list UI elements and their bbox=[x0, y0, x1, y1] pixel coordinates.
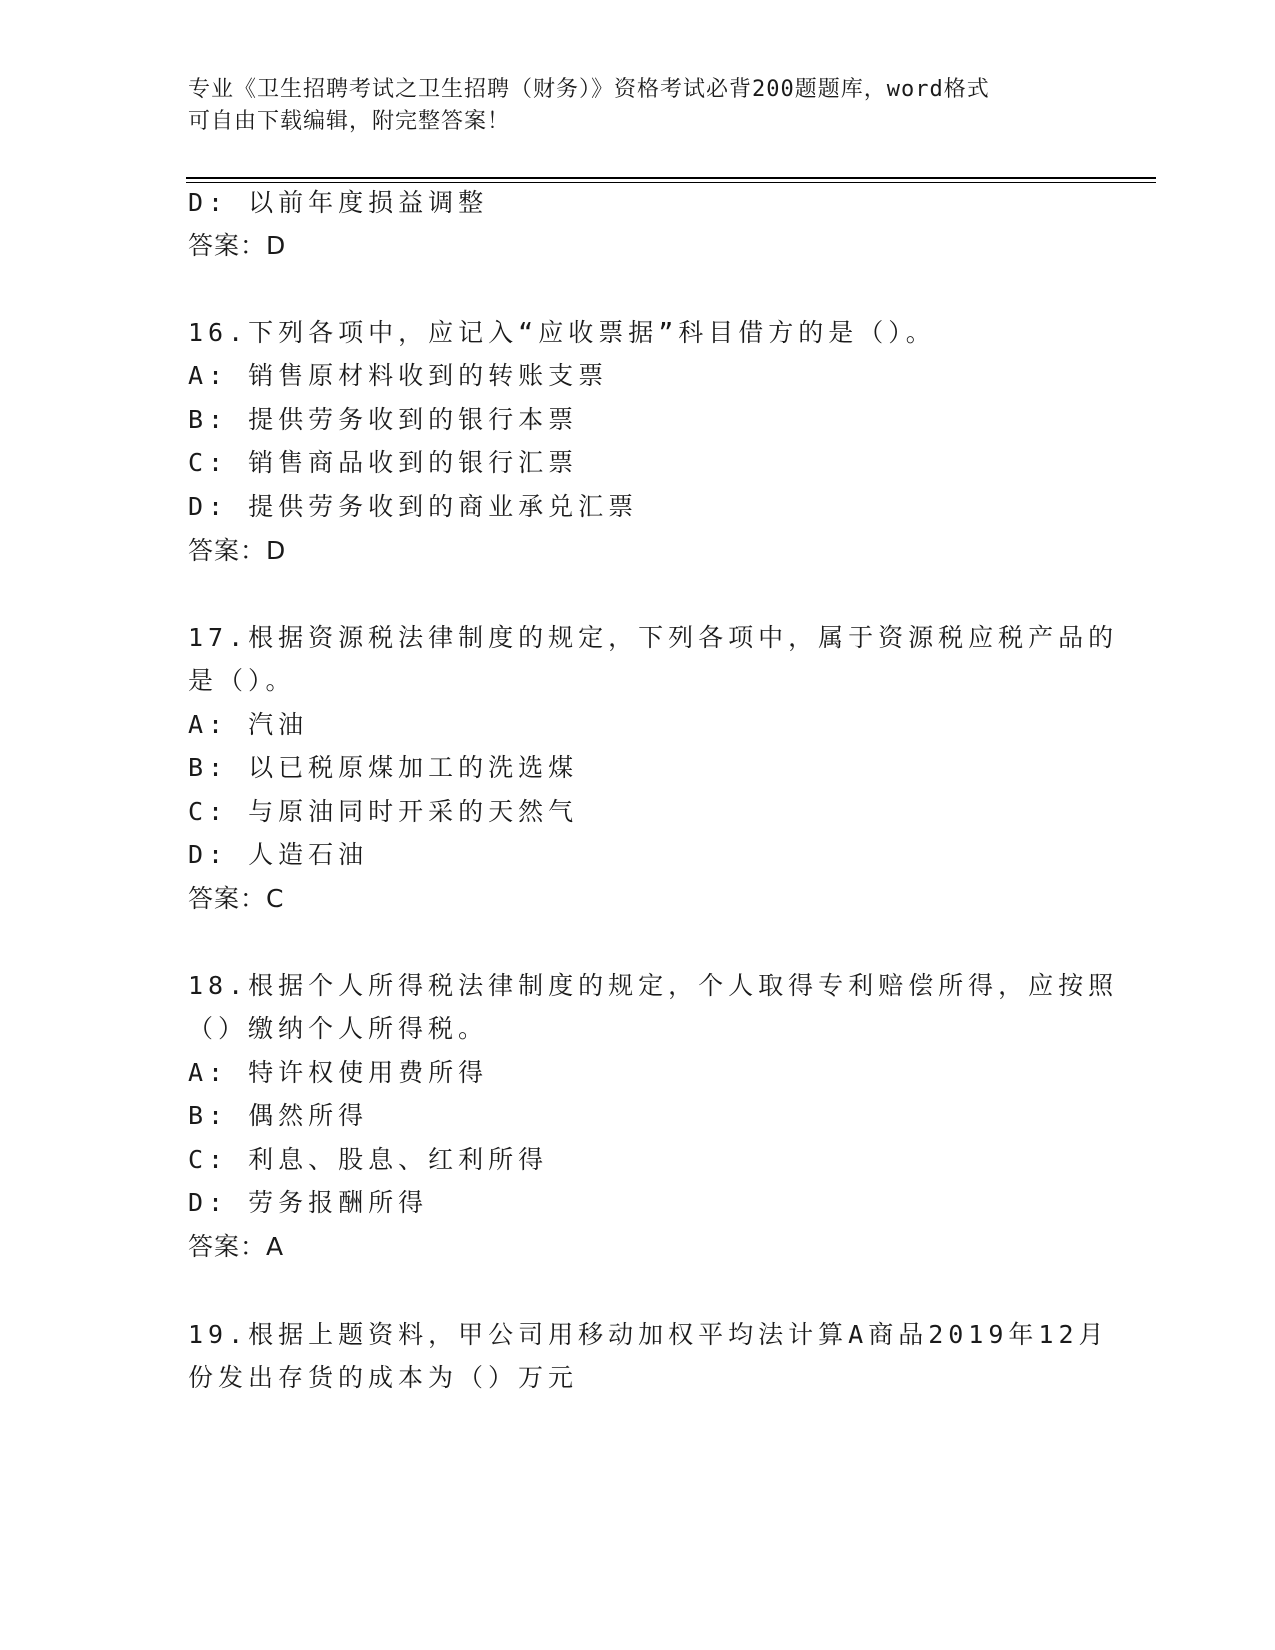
question-17-stem-line-2: 是（）。 bbox=[188, 666, 296, 695]
document-header bbox=[188, 74, 1088, 138]
question-17-option-a: A: 汽油 bbox=[188, 710, 309, 739]
question-17-option-b: B: 以已税原煤加工的洗选煤 bbox=[188, 753, 579, 782]
question-16-option-c: C: 销售商品收到的银行汇票 bbox=[188, 448, 579, 477]
header-line-1: 专业《卫生招聘考试之卫生招聘（财务）》资格考试必背200题题库，word格式 bbox=[188, 77, 990, 102]
question-16-stem: 16.下列各项中，应记入“应收票据”科目借方的是（）。 bbox=[188, 318, 936, 347]
option-d: D: 以前年度损益调整 bbox=[188, 188, 489, 217]
question-18-option-c: C: 利息、股息、红利所得 bbox=[188, 1145, 549, 1174]
question-17-stem-line-1: 17.根据资源税法律制度的规定，下列各项中，属于资源税应税产品的 bbox=[188, 623, 1119, 652]
question-17-option-c: C: 与原油同时开采的天然气 bbox=[188, 797, 579, 826]
header-line-2: 可自由下载编辑，附完整答案！ bbox=[188, 109, 511, 134]
header-divider-thick bbox=[186, 177, 1156, 179]
question-16-option-d: D: 提供劳务收到的商业承兑汇票 bbox=[188, 492, 639, 521]
question-16-option-b: B: 提供劳务收到的银行本票 bbox=[188, 405, 579, 434]
header-divider-thin bbox=[186, 182, 1156, 183]
answer-line: 答案：D bbox=[188, 231, 287, 260]
question-19-stem-line-2: 份发出存货的成本为（）万元 bbox=[188, 1363, 579, 1392]
question-16-option-a: A: 销售原材料收到的转账支票 bbox=[188, 361, 609, 390]
question-19-stem-line-1: 19.根据上题资料，甲公司用移动加权平均法计算A商品2019年12月 bbox=[188, 1320, 1109, 1349]
question-18-stem-line-1: 18.根据个人所得税法律制度的规定，个人取得专利赔偿所得，应按照 bbox=[188, 971, 1119, 1000]
question-17-option-d: D: 人造石油 bbox=[188, 840, 369, 869]
question-17-answer: 答案：C bbox=[188, 884, 285, 913]
question-16-answer: 答案：D bbox=[188, 536, 287, 565]
question-18-option-d: D: 劳务报酬所得 bbox=[188, 1188, 429, 1217]
question-18-stem-line-2: （）缴纳个人所得税。 bbox=[188, 1014, 489, 1043]
question-18-option-a: A: 特许权使用费所得 bbox=[188, 1058, 489, 1087]
question-18-option-b: B: 偶然所得 bbox=[188, 1101, 369, 1130]
question-18-answer: 答案：A bbox=[188, 1232, 285, 1261]
